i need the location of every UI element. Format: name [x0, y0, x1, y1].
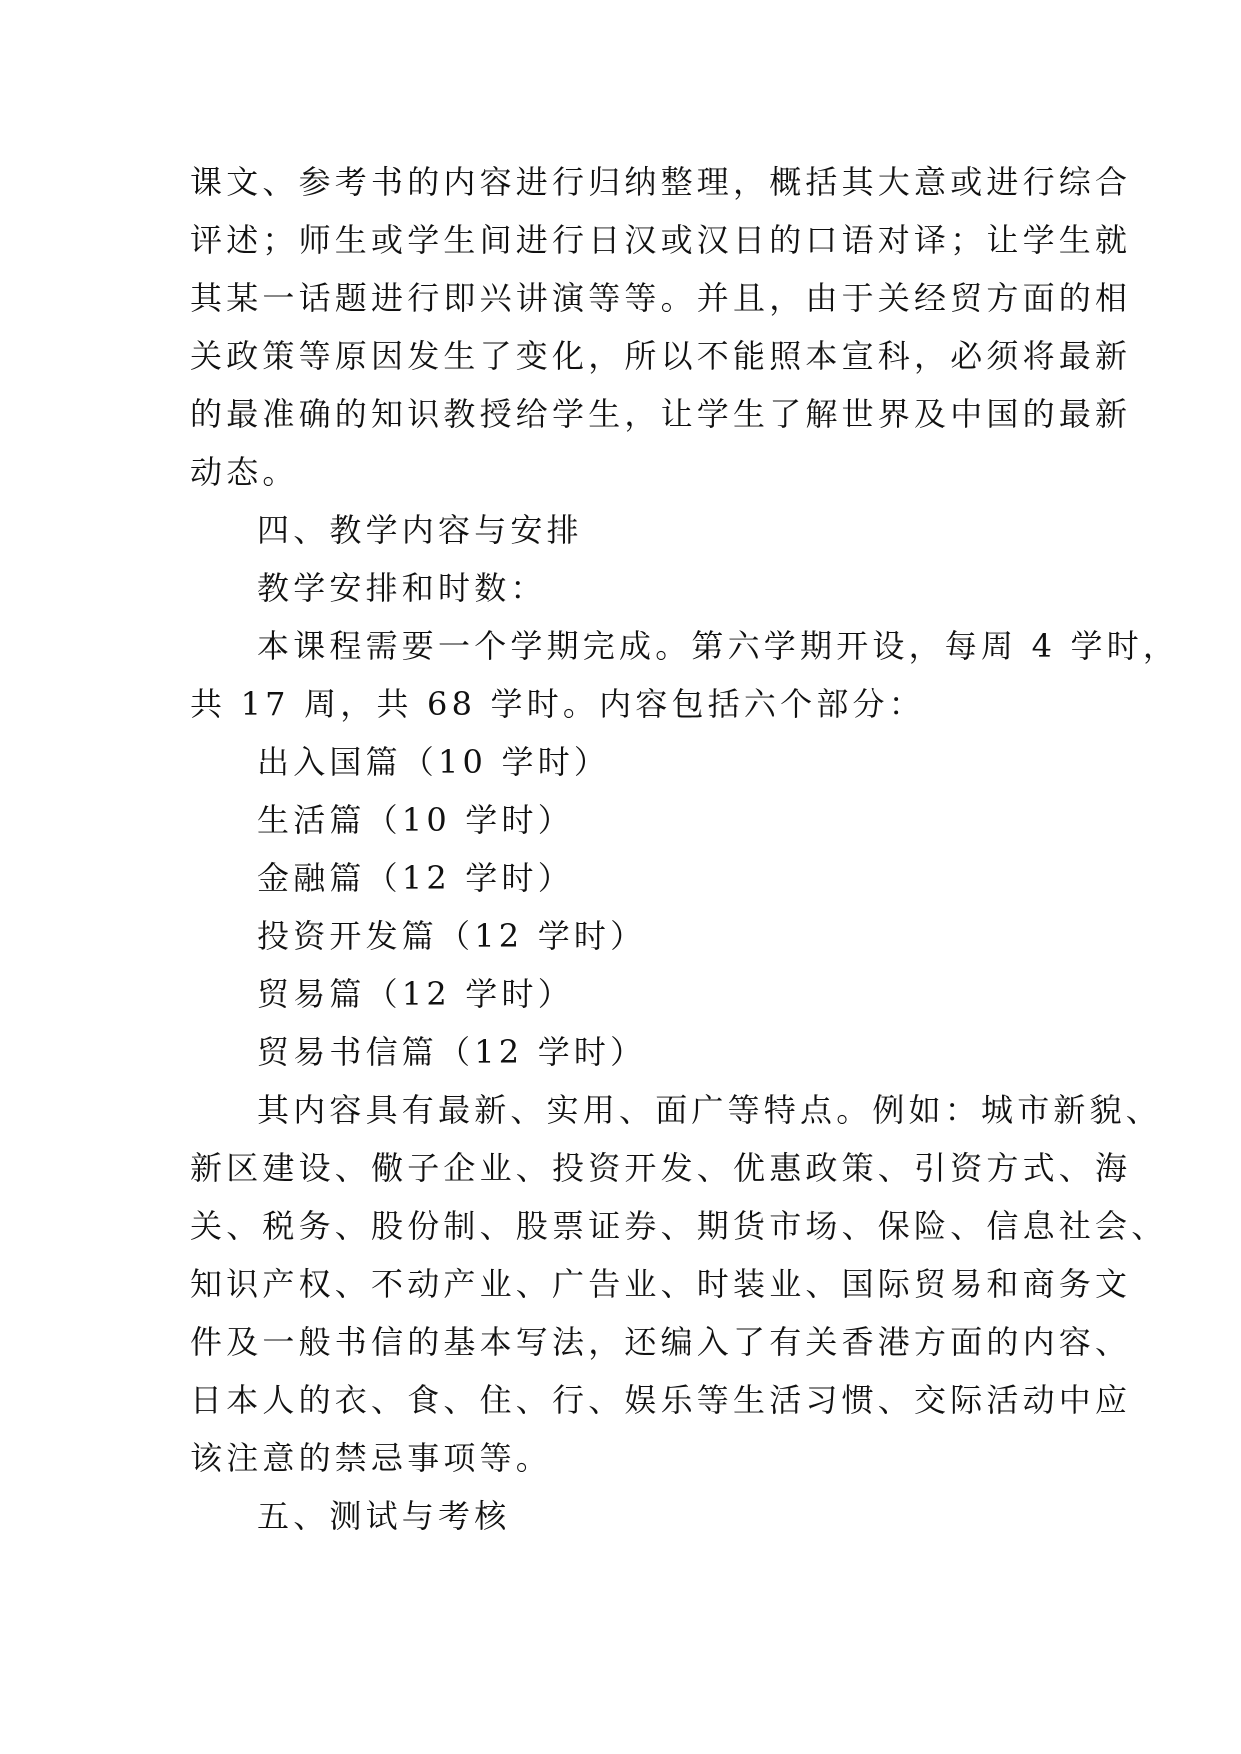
body-text-line: 本课程需要一个学期完成。第六学期开设，每周 4 学时，	[257, 627, 1180, 665]
list-item: 金融篇（12 学时）	[257, 859, 574, 897]
body-text-line: 日本人的衣、食、住、行、娱乐等生活习惯、交际活动中应	[190, 1381, 1132, 1419]
list-item: 投资开发篇（12 学时）	[257, 917, 647, 955]
section-heading: 五、测试与考核	[257, 1497, 511, 1535]
list-item: 生活篇（10 学时）	[257, 801, 574, 839]
body-text-line: 的最准确的知识教授给学生，让学生了解世界及中国的最新	[190, 395, 1132, 433]
body-text-line: 新区建设、儆子企业、投资开发、优惠政策、引资方式、海	[190, 1149, 1132, 1187]
body-text-line: 其内容具有最新、实用、面广等特点。例如：城市新貌、	[257, 1091, 1163, 1129]
body-text-line: 课文、参考书的内容进行归纳整理，概括其大意或进行综合	[190, 163, 1132, 201]
body-text-line: 知识产权、不动产业、广告业、时装业、国际贸易和商务文	[190, 1265, 1132, 1303]
list-item: 贸易篇（12 学时）	[257, 975, 574, 1013]
body-text-line: 共 17 周，共 68 学时。内容包括六个部分：	[190, 685, 925, 723]
list-item: 贸易书信篇（12 学时）	[257, 1033, 647, 1071]
body-text-line: 动态。	[190, 453, 299, 491]
body-text-line: 评述；师生或学生间进行日汉或汉日的口语对译；让学生就	[190, 221, 1132, 259]
subheading: 教学安排和时数：	[257, 569, 547, 607]
list-item: 出入国篇（10 学时）	[257, 743, 611, 781]
body-text-line: 其某一话题进行即兴讲演等等。并且，由于关经贸方面的相	[190, 279, 1132, 317]
body-text-line: 关、税务、股份制、股票证券、期货市场、保险、信息社会、	[190, 1207, 1168, 1245]
section-heading: 四、教学内容与安排	[257, 511, 583, 549]
body-text-line: 件及一般书信的基本写法，还编入了有关香港方面的内容、	[190, 1323, 1132, 1361]
body-text-line: 该注意的禁忌事项等。	[190, 1439, 553, 1477]
body-text-line: 关政策等原因发生了变化，所以不能照本宣科，必须将最新	[190, 337, 1132, 375]
